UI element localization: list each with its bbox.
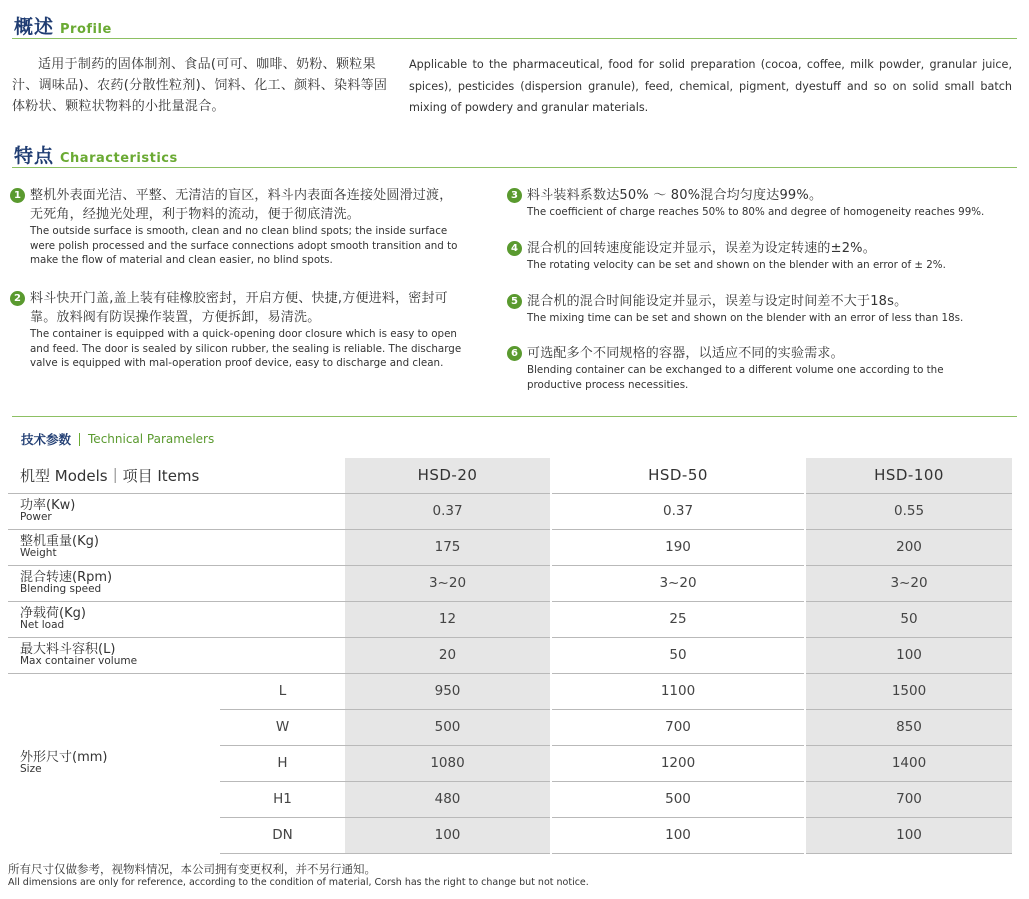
profile-text-en: Applicable to the pharmaceutical, food for solid preparation (cocoa, coffee, milk powder, granular juice, spices), pesticides (dispersion granule), feed, chemical, pigment, dyestuff and so on solid small batch mixing of powdery and granular materials. — [409, 58, 1012, 114]
table-cell: 100 — [805, 637, 1012, 673]
feature-item — [10, 186, 465, 268]
table-cell: 1200 — [551, 745, 805, 781]
table-cell: 700 — [551, 709, 805, 745]
table-cell: 700 — [805, 781, 1012, 817]
table-cell: 175 — [345, 529, 551, 565]
feature-text-en: The coefficient of charge reaches 50% to 80% and degree of homogeneity reaches 99%. — [527, 206, 985, 218]
table-cell: 50 — [551, 637, 805, 673]
table-header-row — [8, 458, 1012, 493]
feature-number-badge: 6 — [507, 346, 522, 361]
feature-number-badge: 1 — [10, 188, 25, 203]
table-cell: 500 — [345, 709, 551, 745]
table-cell: 0.37 — [551, 493, 805, 529]
tech-title-separator — [79, 433, 80, 446]
table-cell: 50 — [805, 601, 1012, 637]
size-label-en: Size — [20, 763, 42, 776]
row-label — [8, 565, 345, 601]
characteristics-divider — [12, 167, 1017, 168]
size-sub-label: H1 — [220, 781, 345, 817]
feature-text-cn: 可选配多个不同规格的容器，以适应不同的实验需求。 — [527, 346, 844, 361]
model-header: HSD-100 — [805, 458, 1012, 493]
row-label-en: Weight — [20, 547, 57, 559]
row-label — [8, 529, 345, 565]
row-label-en: Max container volume — [20, 655, 138, 667]
feature-text-cn: 混合机的回转速度能设定并显示，误差为设定转速的±2%。 — [527, 241, 876, 256]
table-cell: 500 — [551, 781, 805, 817]
table-cell: 1500 — [805, 673, 1012, 709]
size-sub-label: H — [220, 745, 345, 781]
table-cell: 1100 — [551, 673, 805, 709]
footer-note-en: All dimensions are only for reference, according to the condition of material, Corsh has the right to change but not notice. — [8, 877, 589, 888]
spec-table — [8, 458, 1012, 854]
feature-number-badge: 4 — [507, 241, 522, 256]
table-cell: 3~20 — [551, 565, 805, 601]
row-label-en: Power — [20, 511, 52, 523]
feature-number-badge: 2 — [10, 291, 25, 306]
size-sub-label: DN — [220, 817, 345, 853]
feature-number-badge: 5 — [507, 294, 522, 309]
table-cell: 0.55 — [805, 493, 1012, 529]
size-row-label — [8, 673, 220, 853]
row-label-en: Net load — [20, 619, 65, 631]
row-label-cn: 整机重量(Kg) — [20, 534, 99, 549]
table-cell: 25 — [551, 601, 805, 637]
feature-text-en: The outside surface is smooth, clean and no clean blind spots; the inside surface were polish processed and the surface connections adopt smooth transition and to make the flow of material and clean easier, no blind spots. — [30, 225, 458, 266]
table-cell: 3~20 — [805, 565, 1012, 601]
feature-item — [507, 239, 1017, 273]
table-cell: 1400 — [805, 745, 1012, 781]
size-sub-label: W — [220, 709, 345, 745]
size-label-cn: 外形尺寸(mm) — [20, 750, 108, 766]
table-row — [8, 529, 1012, 565]
feature-item — [10, 289, 465, 371]
table-row — [8, 673, 1012, 709]
table-cell: 0.37 — [345, 493, 551, 529]
footer-note-cn: 所有尺寸仅做参考，视物料情况，本公司拥有变更权利，并不另行通知。 — [8, 862, 376, 876]
profile-heading — [14, 12, 112, 39]
table-cell: 950 — [345, 673, 551, 709]
table-row — [8, 565, 1012, 601]
characteristics-heading — [14, 141, 178, 168]
row-label — [8, 601, 345, 637]
row-label-cn: 净载荷(Kg) — [20, 606, 86, 621]
size-sub-label: L — [220, 673, 345, 709]
profile-title-en: Profile — [60, 22, 112, 37]
feature-text-cn: 料斗装料系数达50% ～ 80%混合均匀度达99%。 — [527, 188, 823, 203]
model-header: HSD-20 — [345, 458, 551, 493]
characteristics-title-en: Characteristics — [60, 151, 178, 166]
header-models-items: 机型 Models｜项目 Items — [20, 466, 200, 485]
table-cell: 200 — [805, 529, 1012, 565]
row-label-cn: 最大料斗容积(L) — [20, 642, 116, 657]
table-cell: 1080 — [345, 745, 551, 781]
feature-item — [507, 344, 997, 392]
table-cell: 12 — [345, 601, 551, 637]
row-label-cn: 功率(Kw) — [20, 498, 76, 513]
table-cell: 3~20 — [345, 565, 551, 601]
row-label — [8, 637, 345, 673]
table-cell: 480 — [345, 781, 551, 817]
characteristics-title-cn: 特点 — [14, 145, 55, 167]
table-row — [8, 493, 1012, 529]
feature-text-cn: 料斗快开门盖,盖上装有硅橡胶密封，开启方便、快捷,方便进料，密封可靠。放料阀有防误操作装置，方便拆卸，易清洗。 — [30, 291, 448, 325]
feature-number-badge: 3 — [507, 188, 522, 203]
table-cell: 100 — [805, 817, 1012, 853]
tech-title-cn: 技术参数 — [21, 432, 72, 447]
feature-text-cn: 整机外表面光洁、平整、无清洁的盲区，料斗内表面各连接处圆滑过渡，无死角，经抛光处理，利于物料的流动，便于彻底清洗。 — [30, 188, 453, 222]
profile-divider — [12, 38, 1017, 39]
table-row — [8, 637, 1012, 673]
tech-heading — [21, 430, 214, 448]
profile-title-cn: 概述 — [14, 16, 55, 38]
model-header: HSD-50 — [551, 458, 805, 493]
feature-item — [507, 186, 1017, 220]
feature-text-cn: 混合机的混合时间能设定并显示，误差与设定时间差不大于18s。 — [527, 294, 908, 309]
feature-text-en: Blending container can be exchanged to a different volume one according to the productive process necessities. — [527, 364, 944, 391]
row-label-cn: 混合转速(Rpm) — [20, 570, 113, 585]
tech-divider — [12, 416, 1017, 417]
feature-text-en: The rotating velocity can be set and shown on the blender with an error of ± 2%. — [527, 259, 946, 271]
row-label — [8, 493, 345, 529]
row-label-en: Blending speed — [20, 583, 102, 595]
table-row — [8, 601, 1012, 637]
tech-title-en: Technical Paramelers — [88, 432, 215, 446]
table-cell: 850 — [805, 709, 1012, 745]
table-cell: 100 — [345, 817, 551, 853]
table-cell: 100 — [551, 817, 805, 853]
feature-item — [507, 292, 1017, 326]
feature-text-en: The container is equipped with a quick-opening door closure which is easy to open and feed. The door is sealed by silicon rubber, the sealing is reliable. The discharge valve is equipped with mal-operation proof device, easy to discharge and clean. — [30, 328, 462, 369]
table-cell: 20 — [345, 637, 551, 673]
profile-text-cn: 适用于制药的固体制剂、食品(可可、咖啡、奶粉、颗粒果汁、调味品)、农药(分散性粒剂)、饲料、化工、颜料、染料等固体粉状、颗粒状物料的小批量混合。 — [12, 57, 388, 114]
feature-text-en: The mixing time can be set and shown on the blender with an error of less than 18s. — [527, 312, 964, 324]
table-cell: 190 — [551, 529, 805, 565]
